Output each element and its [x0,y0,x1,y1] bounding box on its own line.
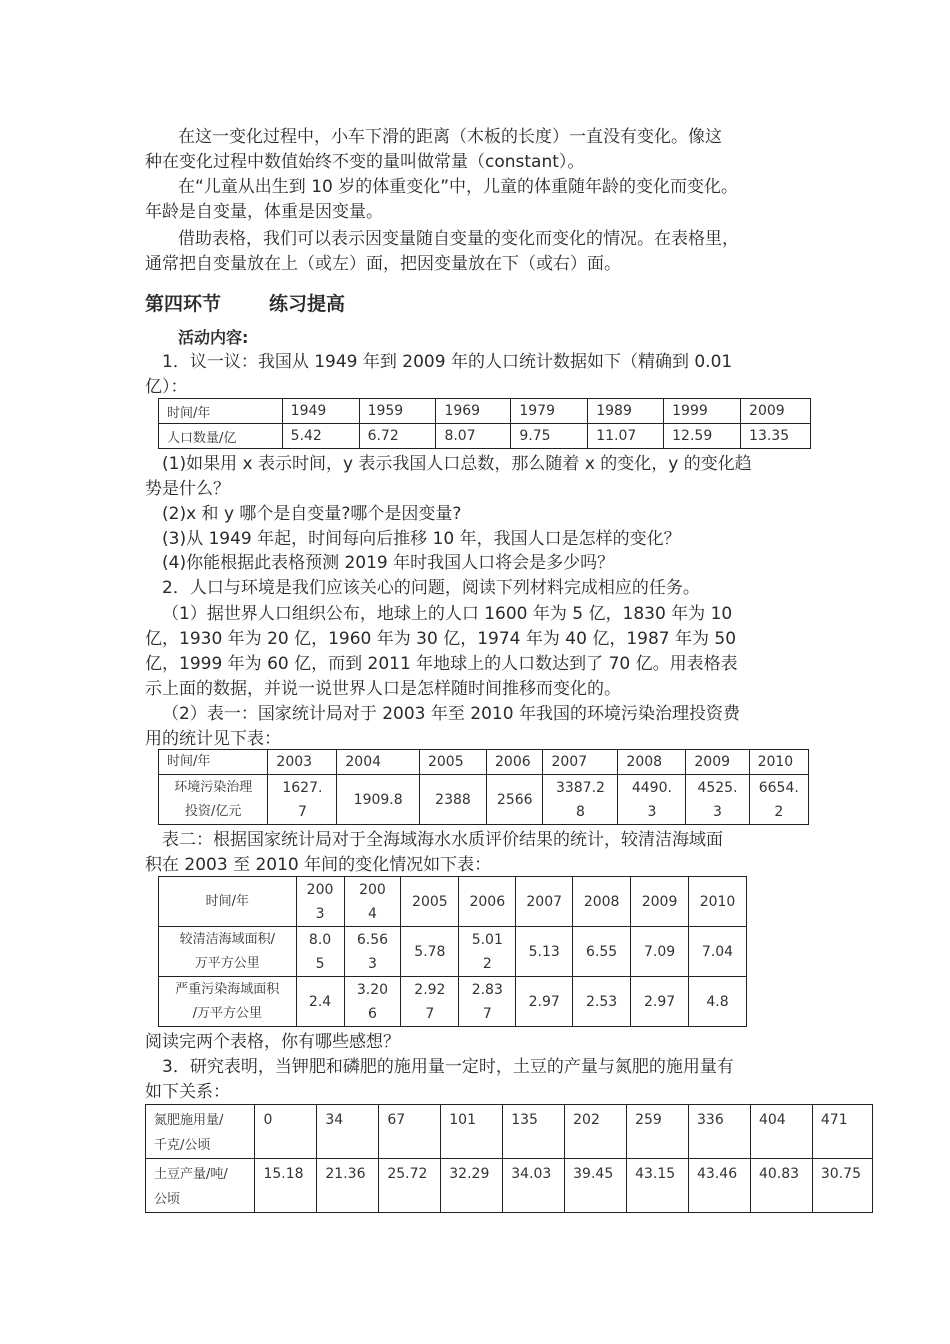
table-cell: 67 [379,1105,441,1159]
table-row [159,977,747,1027]
table-cell: 2005 [401,877,459,927]
cell-line: 4 [367,905,377,922]
q3-intro-line2: 如下关系： [145,1082,230,1102]
table-cell: 2006 [487,750,543,775]
table-cell: 32.29 [441,1159,503,1213]
table-cell: 时间/年 [159,399,283,424]
table-cell: 1999 [664,399,741,424]
table-row [159,424,811,449]
cell-line: 7 [425,1005,435,1022]
paragraph-weight-line2: 年龄是自变量，体重是因变量。 [145,202,383,222]
q2-p1-line1: （1）据世界人口组织公布，地球上的人口 1600 年为 5 亿，1830 年为 10 [162,604,733,624]
table-cell: 15.18 [255,1159,317,1213]
table-cell: 2009 [741,399,811,424]
table-cell: 471 [812,1105,872,1159]
table-cell: 9.75 [511,424,588,449]
cell-line: 7 [482,1005,492,1022]
q1-sub1-line1: (1)如果用 x 表示时间，y 表示我国人口总数，那么随着 x 的变化，y 的变化趋 [162,454,752,474]
section-heading [145,289,345,316]
table-cell: 2004 [337,750,420,775]
table-cell: 404 [750,1105,812,1159]
table-cell [146,1105,255,1159]
cell-line: /万平方公里 [192,1005,262,1021]
q2-table2-intro-line1: 表二：根据国家统计局对于全海域海水水质评价结果的统计，较清洁海域面 [162,830,723,850]
paragraph-table-line1: 借助表格，我们可以表示因变量随自变量的变化而变化的情况。在表格里， [178,229,739,249]
table-cell: 30.75 [812,1159,872,1213]
table-cell: 2009 [686,750,749,775]
q1-sub4: (4)你能根据此表格预测 2019 年时我国人口将会是多少吗？ [162,553,615,573]
table-cell: 2006 [459,877,516,927]
q2-p2-line1: （2）表一：国家统计局对于 2003 年至 2010 年我国的环境污染治理投资费 [162,704,740,724]
cell-line: 2 [482,955,492,972]
table-cell: 1989 [588,399,664,424]
table-cell [344,977,401,1027]
table-cell: 1959 [359,399,436,424]
table-cell: 2008 [573,877,631,927]
table-cell: 101 [441,1105,503,1159]
fertilizer-table [145,1104,873,1213]
investment-table [158,749,809,825]
cell-line: 4490. [631,779,672,796]
table-cell: 5.42 [282,424,359,449]
table-row [159,775,809,825]
table-cell: 12.59 [664,424,741,449]
table-cell: 7.09 [631,927,689,977]
cell-line: 8 [575,803,585,820]
cell-line: 2.92 [414,981,446,998]
table-cell [401,977,459,1027]
cell-line: 3387.2 [555,779,605,796]
table-row [146,1159,873,1213]
cell-line: 5.01 [471,931,503,948]
table-cell: 2.53 [573,977,631,1027]
table-cell [618,775,686,825]
table-cell [543,775,618,825]
table-cell: 39.45 [565,1159,627,1213]
q1-intro-line1: 1．议一议：我国从 1949 年到 2009 年的人口统计数据如下（精确到 0.01 [162,352,733,372]
cell-line: 3.20 [356,981,389,998]
cell-line: 3 [713,803,722,820]
cell-line: 8.0 [308,931,332,948]
table-cell: 时间/年 [159,877,297,927]
table-cell [146,1159,255,1213]
cell-line: 公顷 [154,1192,181,1207]
q1-sub3: (3)从 1949 年起，时间每向后推移 10 年，我国人口是怎样的变化？ [162,529,681,549]
table-cell: 34 [317,1105,379,1159]
table-cell: 13.35 [741,424,811,449]
table-cell: 2.97 [631,977,689,1027]
table-cell: 2.4 [296,977,344,1027]
cell-line: 6.56 [356,931,389,948]
cell-line: 2.83 [471,981,503,998]
table-cell: 2.97 [516,977,573,1027]
table-cell [268,775,337,825]
table-cell: 7.04 [689,927,747,977]
activity-label: 活动内容: [178,328,249,347]
paragraph-constant-line2: 种在变化过程中数值始终不变的量叫做常量（constant）。 [145,152,585,172]
q2-table2-intro-line2: 积在 2003 至 2010 年间的变化情况如下表： [145,855,492,875]
table-cell: 2010 [689,877,747,927]
cell-line: 万平方公里 [194,955,260,971]
q1-intro-line2: 亿）： [145,377,188,397]
cell-line: 投资/亿元 [185,803,242,819]
sea-area-table [158,876,747,1027]
cell-line: 7 [297,803,307,820]
table-cell: 4.8 [689,977,747,1027]
table-row [159,877,747,927]
table-cell [159,927,297,977]
table-cell: 2566 [487,775,543,825]
table-cell: 1909.8 [337,775,420,825]
cell-line: 土豆产量/吨/ [154,1167,228,1182]
table-row [146,1105,873,1159]
table-cell: 2008 [618,750,686,775]
table-cell: 43.15 [627,1159,689,1213]
table-cell: 2007 [543,750,618,775]
table-cell [296,927,344,977]
cell-line: 5 [315,955,325,972]
table-cell [459,927,516,977]
table-cell: 2388 [419,775,486,825]
table-cell: 5.13 [516,927,573,977]
cell-line: 3 [647,803,657,820]
cell-line: 严重污染海域面积 [175,981,280,997]
paragraph-table-line2: 通常把自变量放在上（或左）面，把因变量放在下（或右）面。 [145,254,621,274]
table-cell: 202 [565,1105,627,1159]
q2-intro: 2．人口与环境是我们应该关心的问题，阅读下列材料完成相应的任务。 [162,578,700,598]
cell-line: 环境污染治理 [174,779,253,795]
table-cell: 21.36 [317,1159,379,1213]
cell-line: 较清洁海域面积/ [179,931,275,947]
cell-line: 3 [315,905,325,922]
table-cell: 1979 [511,399,588,424]
q3-intro-line1: 3．研究表明，当钾肥和磷肥的施用量一定时，土豆的产量与氮肥的施用量有 [162,1057,734,1077]
table-row [159,399,811,424]
q2-p1-line3: 亿，1999 年为 60 亿，而到 2011 年地球上的人口数达到了 70 亿。用表格表 [145,654,738,674]
table-cell: 11.07 [588,424,664,449]
table-row [159,750,809,775]
q1-sub1-line2: 势是什么？ [145,479,230,499]
population-table [158,398,811,449]
table-cell: 336 [689,1105,751,1159]
section-title-b: 练习提高 [269,293,346,315]
table-cell: 1969 [436,399,511,424]
q2-p1-line2: 亿，1930 年为 20 亿，1960 年为 30 亿，1974 年为 40 亿，1987 年为 50 [145,629,737,649]
table-cell: 34.03 [503,1159,565,1213]
table-cell [159,977,297,1027]
cell-line: 6654. [758,779,799,796]
cell-line: 千克/公顷 [154,1138,211,1153]
cell-line: 氮肥施用量/ [154,1113,224,1128]
table-cell [749,775,808,825]
table-cell: 0 [255,1105,317,1159]
table-cell: 25.72 [379,1159,441,1213]
table-cell: 6.72 [359,424,436,449]
table-cell: 43.46 [689,1159,751,1213]
table-cell: 259 [627,1105,689,1159]
table-cell [296,877,344,927]
table-cell: 时间/年 [159,750,268,775]
cell-line: 4525. [697,779,738,796]
table-cell: 人口数量/亿 [159,424,283,449]
table-cell: 135 [503,1105,565,1159]
table-cell: 2007 [516,877,573,927]
table-cell: 5.78 [401,927,459,977]
table-cell [344,927,401,977]
table-cell: 6.55 [573,927,631,977]
table-cell [459,977,516,1027]
cell-line: 6 [367,1005,377,1022]
table-cell: 1949 [282,399,359,424]
cell-line: 200 [306,881,334,898]
table-cell: 40.83 [750,1159,812,1213]
table-cell: 2009 [631,877,689,927]
cell-line: 200 [359,881,386,898]
q2-p1-line4: 示上面的数据，并说一说世界人口是怎样随时间推移而变化的。 [145,679,621,699]
table-cell: 2010 [749,750,808,775]
section-title-a: 第四环节 [145,293,222,315]
q2-reflection: 阅读完两个表格，你有哪些感想？ [145,1032,400,1052]
paragraph-weight-line1: 在“儿童从出生到 10 岁的体重变化”中，儿童的体重随年龄的变化而变化。 [178,177,739,197]
q1-sub2: (2)x 和 y 哪个是自变量?哪个是因变量? [162,504,462,524]
table-cell [344,877,401,927]
cell-line: 3 [367,955,377,972]
table-cell: 2005 [419,750,486,775]
table-row [159,927,747,977]
cell-line: 2 [774,803,784,820]
table-cell [159,775,268,825]
q2-p2-line2: 用的统计见下表： [145,729,281,749]
table-cell: 2003 [268,750,337,775]
table-cell: 8.07 [436,424,511,449]
paragraph-constant-line1: 在这一变化过程中，小车下滑的距离（木板的长度）一直没有变化。像这 [178,127,722,147]
table-cell [686,775,749,825]
cell-line: 1627. [282,779,323,796]
